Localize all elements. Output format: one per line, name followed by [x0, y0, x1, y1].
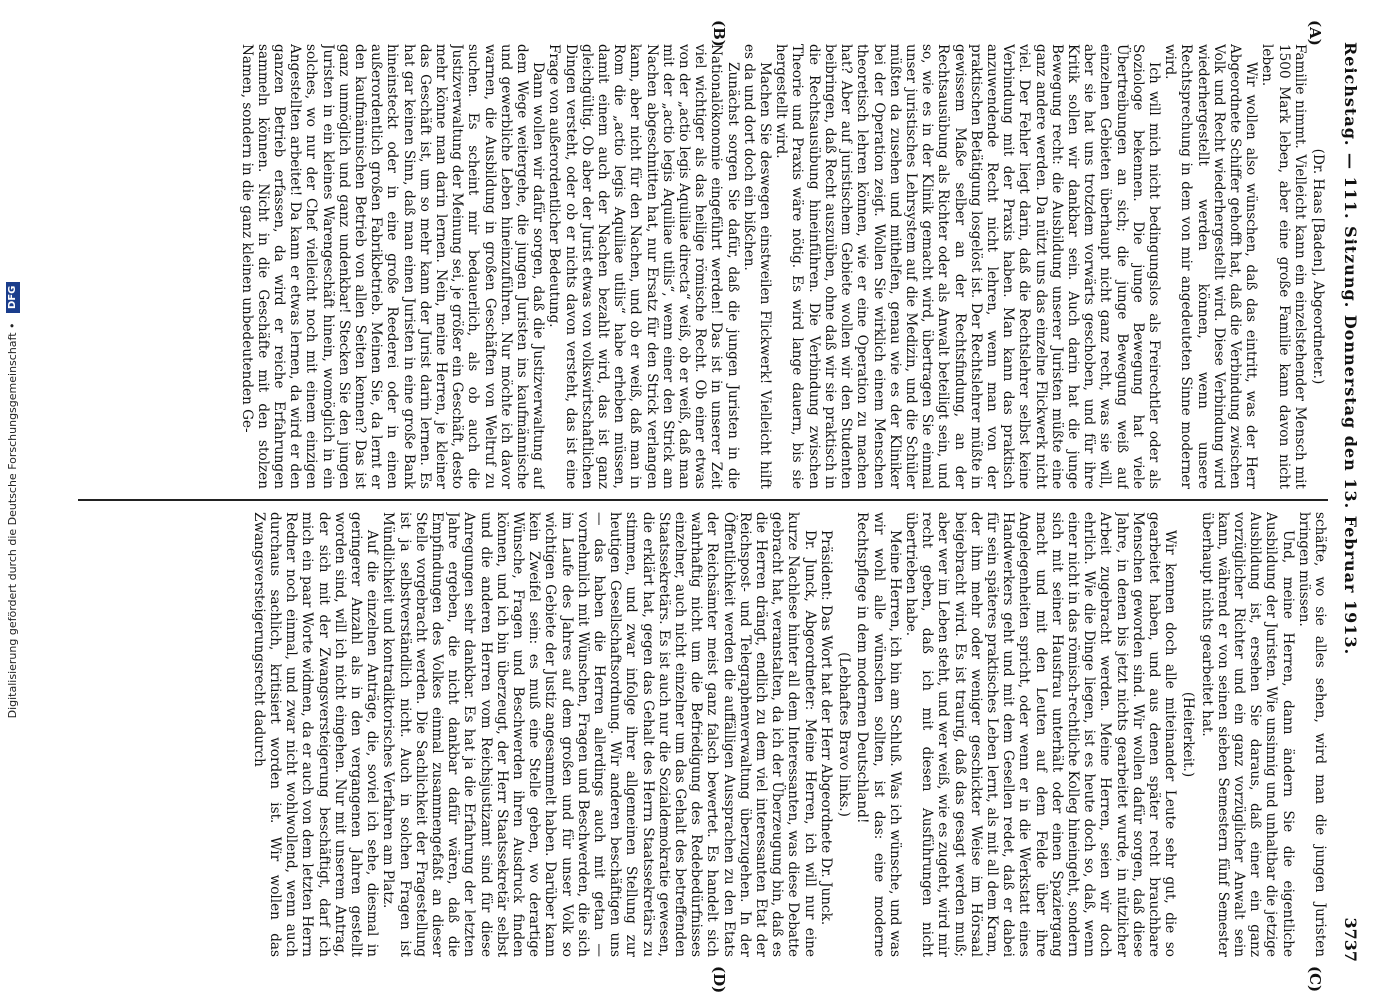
paragraph: Wir kennen doch alle miteinander Leute sehr gut, die so gearbeitet haben, und aus denen später recht brauchbare Menschen geworden sind. Wir wollen dafür sorgen, daß diese Jahre, in denen bis jetzt nichts gearbeitet wurde, in nützlicher Arbeit zugebracht werden. Meine Herren, seien wir doch ehrlich. Wie die Dinge liegen, ist es heute doch so, daß, wenn einer nicht in das römisch-rechtliche Kolleg hineingeht, sondern sich mit seiner Hausfrau unterhält oder einen Spaziergang macht und mit den Leuten auf dem Felde über ihre Angelegenheiten spricht, oder wenn er in die Werkstatt eines Handwerkers geht und mit dem Gesellen redet, daß er dabei für sein späteres praktisches Leben lernt, als mit all dem Kram, der ihm mehr oder weniger geschickter Weise im Hörsaal beigebracht wird. Es ist traurig, daß das gesagt werden muß; aber wer im Leben steht, und wer weiß, wie es zugeht, wird mir recht geben, daß ich mit diesen Ausführungen nicht übertrieben habe.: [902, 512, 1179, 957]
page-number: 3737: [1341, 917, 1360, 962]
paragraph: Familie nimmt. Vielleicht kann ein einzelstehender Mensch mit 1500 Mark leben, aber eine große Familie kann davon nicht leben.: [1259, 44, 1308, 489]
left-column: [68, 44, 1328, 489]
margin-marker-b: (B): [710, 20, 728, 47]
margin-marker-c: (C): [1306, 966, 1324, 993]
paragraph: Machen Sie deswegen einstweilen Flickwerk! Vielleicht hilft es da und dort doch ein bißchen.: [740, 44, 774, 489]
paragraph: Dann wollen wir dafür sorgen, daß die Justizverwaltung auf dem Wege weitergehe, die jungen Juristen ins kaufmännische und gewerbliche Leben hineinzuführen. Nur möchte ich davor warnen, die Ausbildung in großen Geschäften von Weltruf zu suchen. Es scheint mir bedauerlich, als ob auch die Justizverwaltung der Meinung sei, je größer ein Geschäft, desto mehr könne man darin lernen. Nein, meine Herren, je kleiner das Geschäft ist, um so mehr kann der Jurist darin lernen. Es hat gar keinen Sinn, daß man einen Juristen in eine große Bank hineinsteckt oder in eine große Reederei oder in einen außerordentlich großen Fabrikbetrieb. Meinen Sie, da lernt er den kaufmännischen Betrieb von allen Seiten kennen? Das ist ganz unmöglich und ganz undenkbar! Stecken Sie den jungen Juristen in ein kleines Warengeschäft hinein, womöglich in ein solches, wo nur der Chef vielleicht noch mit einem einzigen Angestellten arbeitet! Da kann er etwas lernen, da wird er den ganzen Betrieb erfassen, da wird er reiche Erfahrungen sammeln können. Nicht in die Geschäfte mit den stolzen Namen, sondern in die ganz kleinen unbedeutenden Ge-: [238, 44, 547, 489]
stage-direction: (Heiterkeit.): [1180, 691, 1197, 778]
paragraph: Ich will mich nicht bedingungslos als Freirechtler oder als Soziologe bekennen. Die junge Bewegung hat viele Übertreibungen an sich; die junge Bewegung weiß auf einzelnen Gebieten überhaupt nicht ganz recht, was sie will, aber sie hat uns trotzdem vorwärts geschoben, und für ihre Kritik sollen wir dankbar sein. Auch darin hat die junge Bewegung recht: die Ausbildung unserer Juristen müßte eine ganz andere werden. Da nützt uns das einzelne Flickwerk nicht viel. Der Fehler liegt darin, daß die Rechtslehrer selbst keine Verbindung mit der Praxis haben. Man kann das praktisch anzuwendende Recht nicht lehren, wenn man von der praktischen Betätigung losgelöst ist. Der Rechtslehrer müßte in gewissem Maße selber an der Rechtsfindung, an der Rechtsausübung als Richter oder als Anwalt beteiligt sein, und so, wie es in der Klinik gemacht wird, übertragen Sie einmal unser juristisches Lehrsystem auf die Medizin, und die Schüler müßten da zusehen und mithelfen, genau wie es der Kliniker bei der Operation zeigt. Wollen Sie wirklich einem Menschen theoretisch lehren können, wie er eine Operation zu machen hat? Aber auf juristischem Gebiete wollen wir den Studenten beibringen, daß Recht auszuüben, ohne daß wir sie praktisch in die Rechtsausübung hineinführen. Die Verbindung zwischen Theorie und Praxis wäre nötig. Es wird lange dauern, bis sie hergestellt wird.: [773, 44, 1162, 489]
running-title: Reichstag. — 111. Sitzung. Donnerstag den 13. Februar 1913.: [1341, 42, 1360, 656]
right-column: [68, 512, 1328, 957]
paragraph: Zunächst sorgen Sie dafür, daß die jungen Juristen in die Nationalökonomie eingeführt werden! Das ist in unserer Zeit viel wichtiger als das heilige römische Recht. Ob einer etwas von der „actio legis Aquiliae directa“ weiß, ob er weiß, daß man mit der „actio legis Aquiliae utilis“, wenn einer den Strick am Nachen abgeschnitten hat, nur Ersatz für den Strick verlangen kann, aber nicht für den Nachen, und ob er weiß, daß man in Rom die „actio legis Aquiliae utilis“ habe erheben müssen, damit einem auch der Nachen bezahlt wird, das ist ganz gleichgültig. Ob aber der Jurist etwas von volkswirtschaftlichen Dingen versteht, oder ob er nichts davon versteht, das ist eine Frage von außerordentlicher Bedeutung.: [546, 44, 741, 489]
page-header: [1334, 22, 1368, 982]
speaker-note: (Dr. Haas [Baden], Abgeordneter.): [1310, 148, 1326, 385]
paragraph: Präsident: Das Wort hat der Herr Abgeordnete Dr. Junck.: [817, 530, 834, 926]
paragraph: Meine Herren, ich bin am Schluß. Was ich wünsche, und was wir wohl alle wünschen sollten, ist das: eine moderne Rechtspflege in dem modernen Deutschland!: [854, 512, 903, 957]
stage-direction: (Lebhaftes Bravo links.): [836, 652, 853, 817]
paragraph: Wir wollen also wünschen, daß das eintritt, was der Herr Abgeordnete Schiffer gehofft hat, daß die Verbindung zwischen Volk und Recht wiederhergestellt wird. Diese Verbindung wird wiederhergestellt werden können, wenn unsere Rechtsprechung in dem von mir angedeuteten Sinne moderner wird.: [1162, 44, 1260, 489]
footer-text: Digitalisierung gefördert durch die Deutsche Forschungsgemeinschaft •: [6, 322, 19, 719]
margin-marker-a: (A): [1306, 20, 1324, 46]
paragraph: schäfte, wo sie alles sehen, wird man die jungen Juristen bringen müssen.: [1295, 512, 1328, 957]
paragraph: Und, meine Herren, dann ändern Sie die eigentliche Ausbildung der Juristen. Wie unsinnig und unhaltbar die jetzige Ausbildung ist, ersehen Sie daraus, daß einer ein ganz vorzüglicher Richter und ein ganz vorzüglicher Anwalt sein kann, während er von seinen sieben Semestern fünf Semester überhaupt nichts gearbeitet hat.: [1198, 512, 1296, 957]
margin-marker-d: (D): [710, 966, 728, 994]
dfg-logo: DFG: [6, 282, 20, 313]
digitization-footer: [4, 0, 24, 1000]
paragraph: Dr. Junck, Abgeordneter: Meine Herren, ich will nur eine kurze Nachlese hinter all dem Interessanten, was diese Debatte gebracht hat, veranstalten, da ich der Überzeugung bin, daß es die Herren drängt, endlich zu dem viel interessanten Etat der Reichspost- und Telegraphenverwaltung überzugehen. In der Öffentlichkeit werden die auffälligen Aussprachen zu den Etats der Reichsämter meist ganz falsch bewertet. Es handelt sich wahrhaftig nicht um die Befriedigung des Redebedürfnisses einzelner, auch nicht einzelner um das Gehalt des betreffenden Staatssekretärs. Es ist auch nur die Sozialdemokratie gewesen, die erklärt hat, gegen das Gehalt des Herrn Staatssekretärs zu stimmen, und zwar infolge ihrer allgemeinen Stellung zur heutigen Gesellschaftsordnung. Wir anderen beschäftigen uns — das haben die Herren allerdings auch mit getan — vornehmlich mit Wünschen, Fragen und Beschwerden, die sich im Laufe des Jahres auf dem großen und für unser Volk so wichtigen Gebiete der Justiz angesammelt haben. Darüber kann kein Zweifel sein: es muß eine Stelle geben, wo derartige Wünsche, Fragen und Beschwerden ihren Ausdruck finden können, und ich bin überzeugt, der Herr Staatssekretär selbst und die anderen Herren vom Reichsjustizamt sind für diese Anregungen sehr dankbar. Es hat ja die Erfahrung der letzten Jahre ergeben, die nicht dankbar dafür wären, daß die Empfindungen des Volkes einmal zusammengefaßt an dieser Stelle vorgebracht werden. Die Sachlichkeit der Fragestellung ist ja selbstverständlich nicht. Auch in solchen Fragen ist Mündlichkeit und kontradiktorisches Verfahren am Platz.: [380, 512, 818, 957]
column-divider: [78, 499, 1328, 501]
scanned-page: [58, 20, 1368, 994]
paragraph: Auf die einzelnen Anträge, die, soviel ich sehe, diesmal in geringerer Anzahl als in den vergangenen Jahren gestellt worden sind, will ich nicht eingehen. Nur mit unserem Antrag, der sich mit der Zwangsversteigerung beschäftigt, darf ich mich ein paar Worte widmen, da er auch von dem letzten Herrn Redner noch einmal, und zwar nicht wohlwollend, wenn auch durchaus sachlich, kritisiert worden ist. Wir wollen das Zwangsversteigerungsrecht dadurch: [250, 512, 381, 957]
